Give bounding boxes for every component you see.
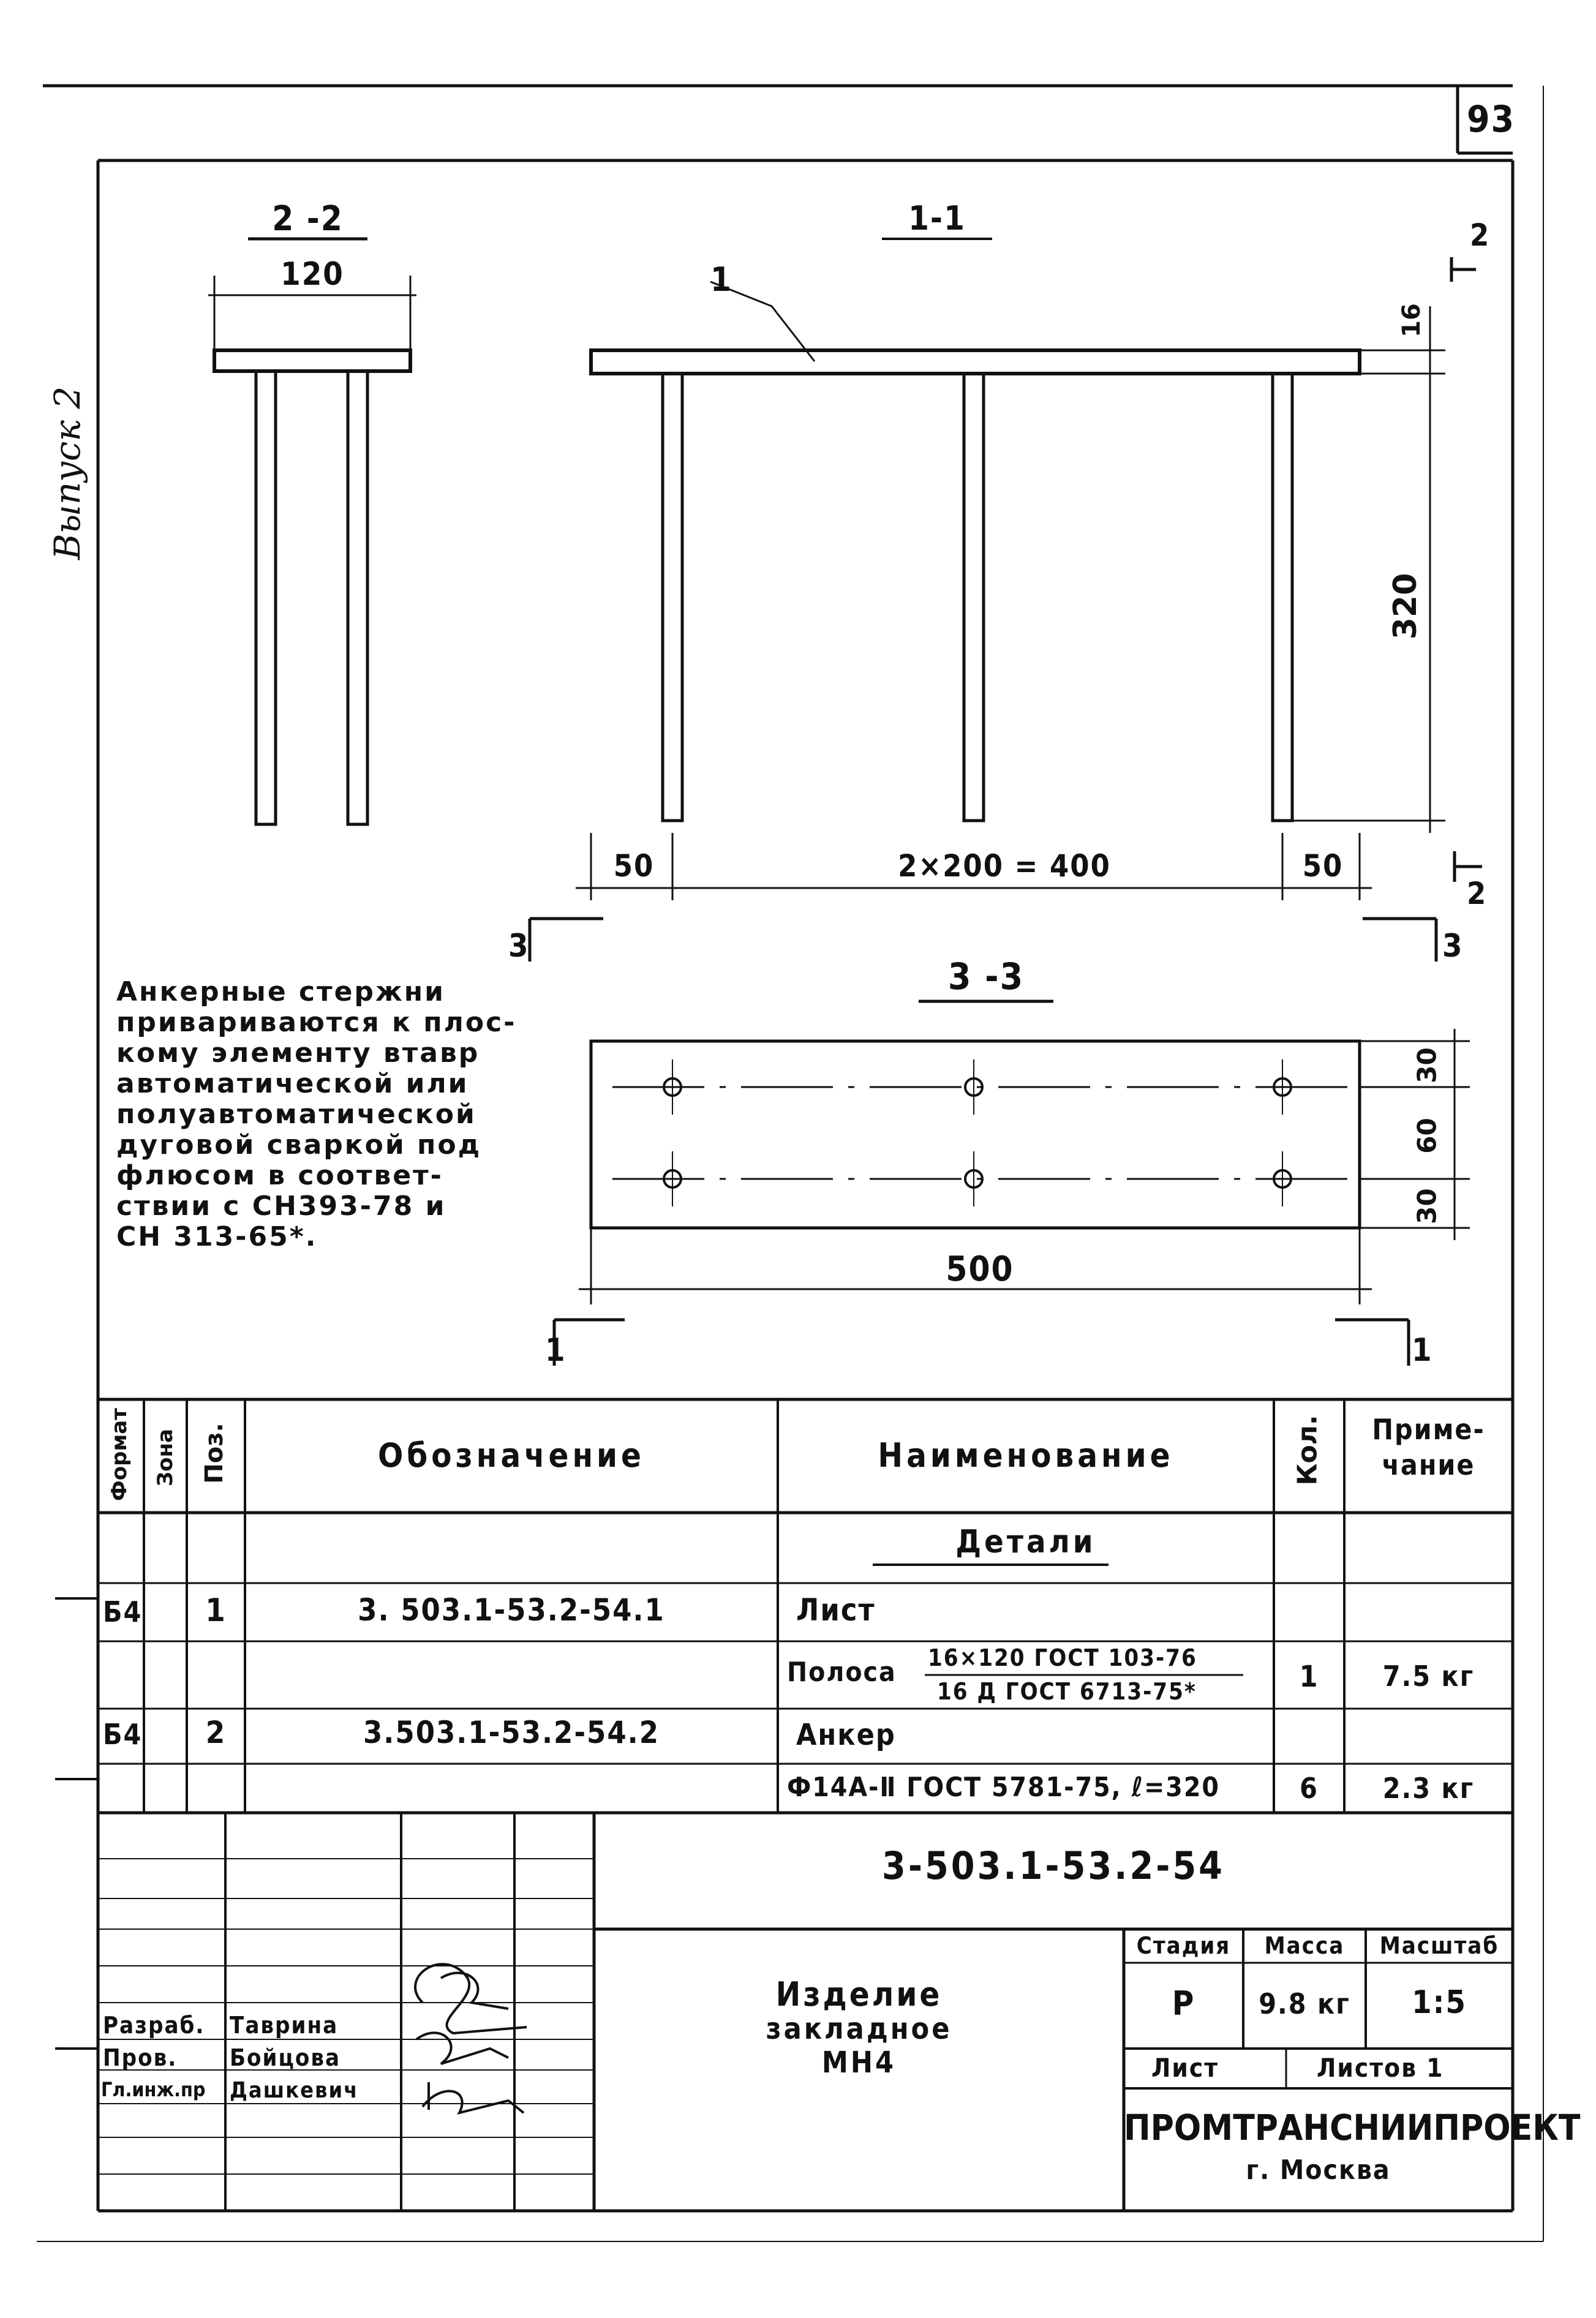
role-developer: Разраб. — [103, 2012, 205, 2039]
height-dim: 320 — [1387, 573, 1424, 640]
signatures — [415, 1964, 527, 2113]
note-line: привариваются к плос- — [116, 1007, 517, 1038]
row1-designation: 3. 503.1-53.2-54.1 — [358, 1592, 665, 1628]
dim-middle-400: 2×200 = 400 — [898, 848, 1111, 884]
header-name: Наименование — [878, 1436, 1174, 1475]
row1-pos: 1 — [205, 1592, 227, 1629]
welding-note — [116, 977, 594, 1252]
header-note: Приме-чание — [1372, 1413, 1485, 1481]
organization-name: ПРОМТРАНСНИИПРОЕКТ — [1124, 2107, 1581, 2148]
mass-label: Масса — [1264, 1932, 1345, 1959]
header-qty: Кол. — [1292, 1415, 1323, 1486]
sheets-label: Листов 1 — [1317, 2053, 1444, 2083]
role-chief-engineer: Гл.инж.пр — [101, 2078, 206, 2101]
cut-3-left: 3 — [508, 928, 530, 965]
section-1-1-title: 1-1 — [908, 199, 966, 238]
header-pos: Поз. — [200, 1423, 228, 1484]
issue-label: Выпуск 2 — [47, 386, 88, 560]
row3-name: Анкер — [796, 1718, 896, 1752]
note-line: СН 313-65*. — [116, 1221, 318, 1252]
organization-city: г. Москва — [1246, 2154, 1391, 2186]
header-zone: Зона — [153, 1429, 178, 1486]
cut-1-right: 1 — [1412, 1332, 1433, 1369]
cut-2-top: 2 — [1470, 217, 1491, 253]
mass-value: 9.8 кг — [1259, 1987, 1350, 2020]
stage-label: Стадия — [1136, 1932, 1231, 1959]
section-details: Детали — [955, 1524, 1096, 1560]
row2-frac-bottom: 16 Д ГОСТ 6713-75* — [937, 1678, 1197, 1705]
header-designation: Обозначение — [377, 1436, 646, 1475]
row3-pos: 2 — [205, 1715, 227, 1750]
sheet-number: 93 — [1467, 98, 1516, 141]
row4-note: 2.3 кг — [1382, 1772, 1475, 1805]
row4-name: Ф14А-Ⅱ ГОСТ 5781-75, ℓ=320 — [787, 1772, 1220, 1803]
cut-3-right: 3 — [1442, 928, 1464, 965]
item-title-line3: МН4 — [821, 2045, 897, 2080]
row2-qty: 1 — [1299, 1660, 1319, 1694]
dim-30-bottom: 30 — [1412, 1188, 1442, 1224]
item-title-line1: Изделие — [775, 1975, 943, 2014]
row4-qty: 6 — [1300, 1772, 1319, 1805]
cut-2-bottom: 2 — [1467, 876, 1488, 911]
section-2-2-title: 2 -2 — [272, 199, 344, 239]
item-title-line2: закладное — [766, 2012, 952, 2046]
role-checker: Пров. — [103, 2044, 178, 2071]
row1-format: Б4 — [103, 1595, 143, 1628]
note-line: флюсом в соответ- — [116, 1160, 443, 1191]
name-developer: Таврина — [230, 2012, 339, 2039]
length-dim-500: 500 — [946, 1249, 1014, 1289]
row3-designation: 3.503.1-53.2-54.2 — [363, 1715, 660, 1750]
section-3-3-title: 3 -3 — [947, 955, 1025, 998]
scale-value: 1:5 — [1412, 1984, 1467, 2021]
section-2-2-width: 120 — [280, 256, 344, 293]
dim-right-50: 50 — [1302, 848, 1344, 884]
stage-value: Р — [1172, 1984, 1195, 2023]
cut-1-left: 1 — [545, 1332, 567, 1369]
sheet-label: Лист — [1151, 2053, 1219, 2083]
scale-label: Масштаб — [1379, 1932, 1499, 1959]
note-line: ствии с СН393-78 и — [116, 1191, 446, 1222]
row2-note: 7.5 кг — [1382, 1660, 1475, 1693]
thickness-dim: 16 — [1398, 303, 1426, 337]
header-format: Формат — [107, 1408, 132, 1501]
row2-frac-top: 16×120 ГОСТ 103-76 — [928, 1644, 1197, 1671]
row1-name: Лист — [796, 1592, 876, 1628]
row2-name-prefix: Полоса — [787, 1657, 897, 1688]
leader-pos-1: 1 — [710, 260, 732, 299]
row3-format: Б4 — [103, 1718, 143, 1751]
dim-30-top: 30 — [1412, 1047, 1442, 1083]
name-checker: Бойцова — [230, 2044, 341, 2071]
note-line: автоматической или — [116, 1068, 469, 1099]
note-line: Анкерные стержни — [116, 976, 445, 1007]
note-line: полуавтоматической — [116, 1099, 476, 1130]
note-line: кому элементу втавр — [116, 1037, 480, 1069]
name-chief-engineer: Дашкевич — [230, 2078, 359, 2103]
dim-left-50: 50 — [613, 848, 655, 884]
dim-60: 60 — [1412, 1118, 1442, 1154]
document-code: 3-503.1-53.2-54 — [882, 1843, 1225, 1888]
note-line: дуговой сваркой под — [116, 1129, 482, 1161]
